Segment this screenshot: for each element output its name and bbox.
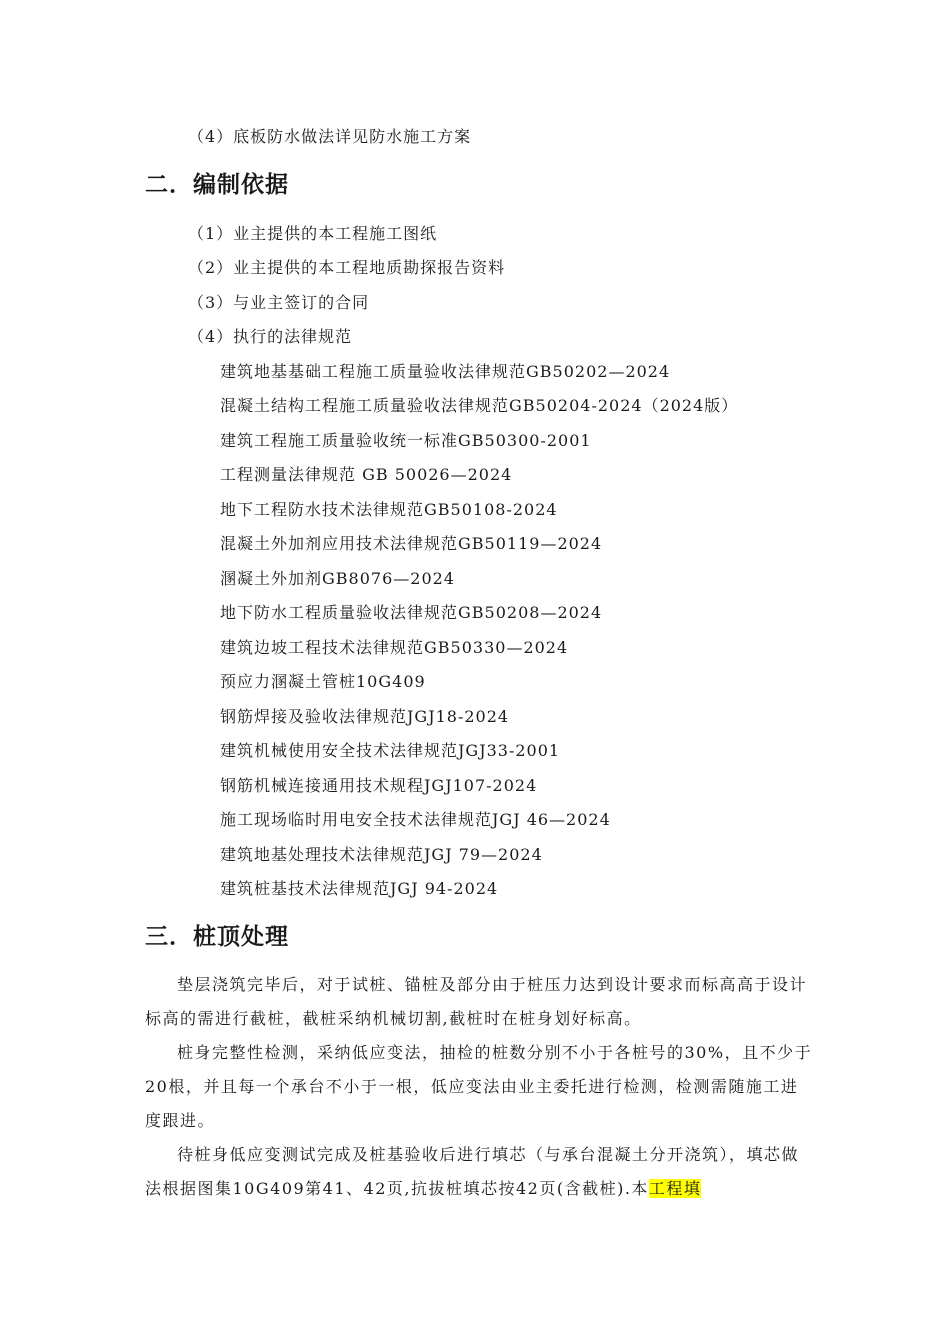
basis-item: （3）与业主签订的合同 <box>188 293 370 312</box>
standard-item: 混凝土外加剂应用技术法律规范GB50119—2024 <box>220 534 603 553</box>
section3-heading: 三．桩顶处理 <box>145 924 289 950</box>
highlighted-text: 工程填 <box>648 1179 702 1198</box>
standard-item: 钢筋焊接及验收法律规范JGJ18-2024 <box>220 707 510 726</box>
standard-item: 建筑工程施工质量验收统一标准GB50300-2001 <box>220 431 592 450</box>
basis-item: （4）执行的法律规范 <box>188 327 353 346</box>
basis-item: （1）业主提供的本工程施工图纸 <box>188 224 438 243</box>
standard-item: 地下工程防水技术法律规范GB50108-2024 <box>220 500 558 519</box>
standard-item: 钢筋机械连接通用技术规程JGJ107-2024 <box>220 776 538 795</box>
standard-item: 建筑桩基技术法律规范JGJ 94-2024 <box>220 879 499 898</box>
paragraph-infill-text: 待桩身低应变测试完成及桩基验收后进行填芯（与承台混凝土分开浇筑），填芯做法根据图集10G409第41、42页,抗拔桩填芯按42页(含截桩).本 <box>145 1145 800 1198</box>
standard-item: 建筑地基处理技术法律规范JGJ 79—2024 <box>220 845 543 864</box>
standard-item: 溷凝土外加剂GB8076—2024 <box>220 569 455 588</box>
standard-item: 建筑机械使用安全技术法律规范JGJ33-2001 <box>220 741 561 760</box>
standard-item: 建筑边坡工程技术法律规范GB50330—2024 <box>220 638 569 657</box>
paragraph-integrity-test: 桩身完整性检测，采纳低应变法，抽检的桩数分别不小于各桩号的30%，且不少于20根，并且每一个承台不小于一根，低应变法由业主委托进行检测，检测需随施工进度跟进。 <box>145 1043 813 1130</box>
standard-item: 建筑地基基础工程施工质量验收法律规范GB50202—2024 <box>220 362 671 381</box>
standard-item: 地下防水工程质量验收法律规范GB50208—2024 <box>220 603 603 622</box>
standard-item: 施工现场临时用电安全技术法律规范JGJ 46—2024 <box>220 810 611 829</box>
section3-body <box>145 968 815 1206</box>
basis-item: （2）业主提供的本工程地质勘探报告资料 <box>188 258 506 277</box>
paragraph-cutting: 垫层浇筑完毕后，对于试桩、锚桩及部分由于桩压力达到设计要求而标高高于设计标高的需进行截桩，截桩采纳机械切割,截桩时在桩身划好标高。 <box>145 975 808 1028</box>
intro-item: （4）底板防水做法详见防水施工方案 <box>188 127 472 146</box>
standard-item: 预应力溷凝土管桩10G409 <box>220 672 426 691</box>
paragraph-infill <box>145 1138 815 1206</box>
standard-item: 混凝土结构工程施工质量验收法律规范GB50204-2024（2024版） <box>220 396 739 415</box>
standard-item: 工程测量法律规范 GB 50026—2024 <box>220 465 513 484</box>
section2-heading: 二．编制依据 <box>145 172 289 198</box>
